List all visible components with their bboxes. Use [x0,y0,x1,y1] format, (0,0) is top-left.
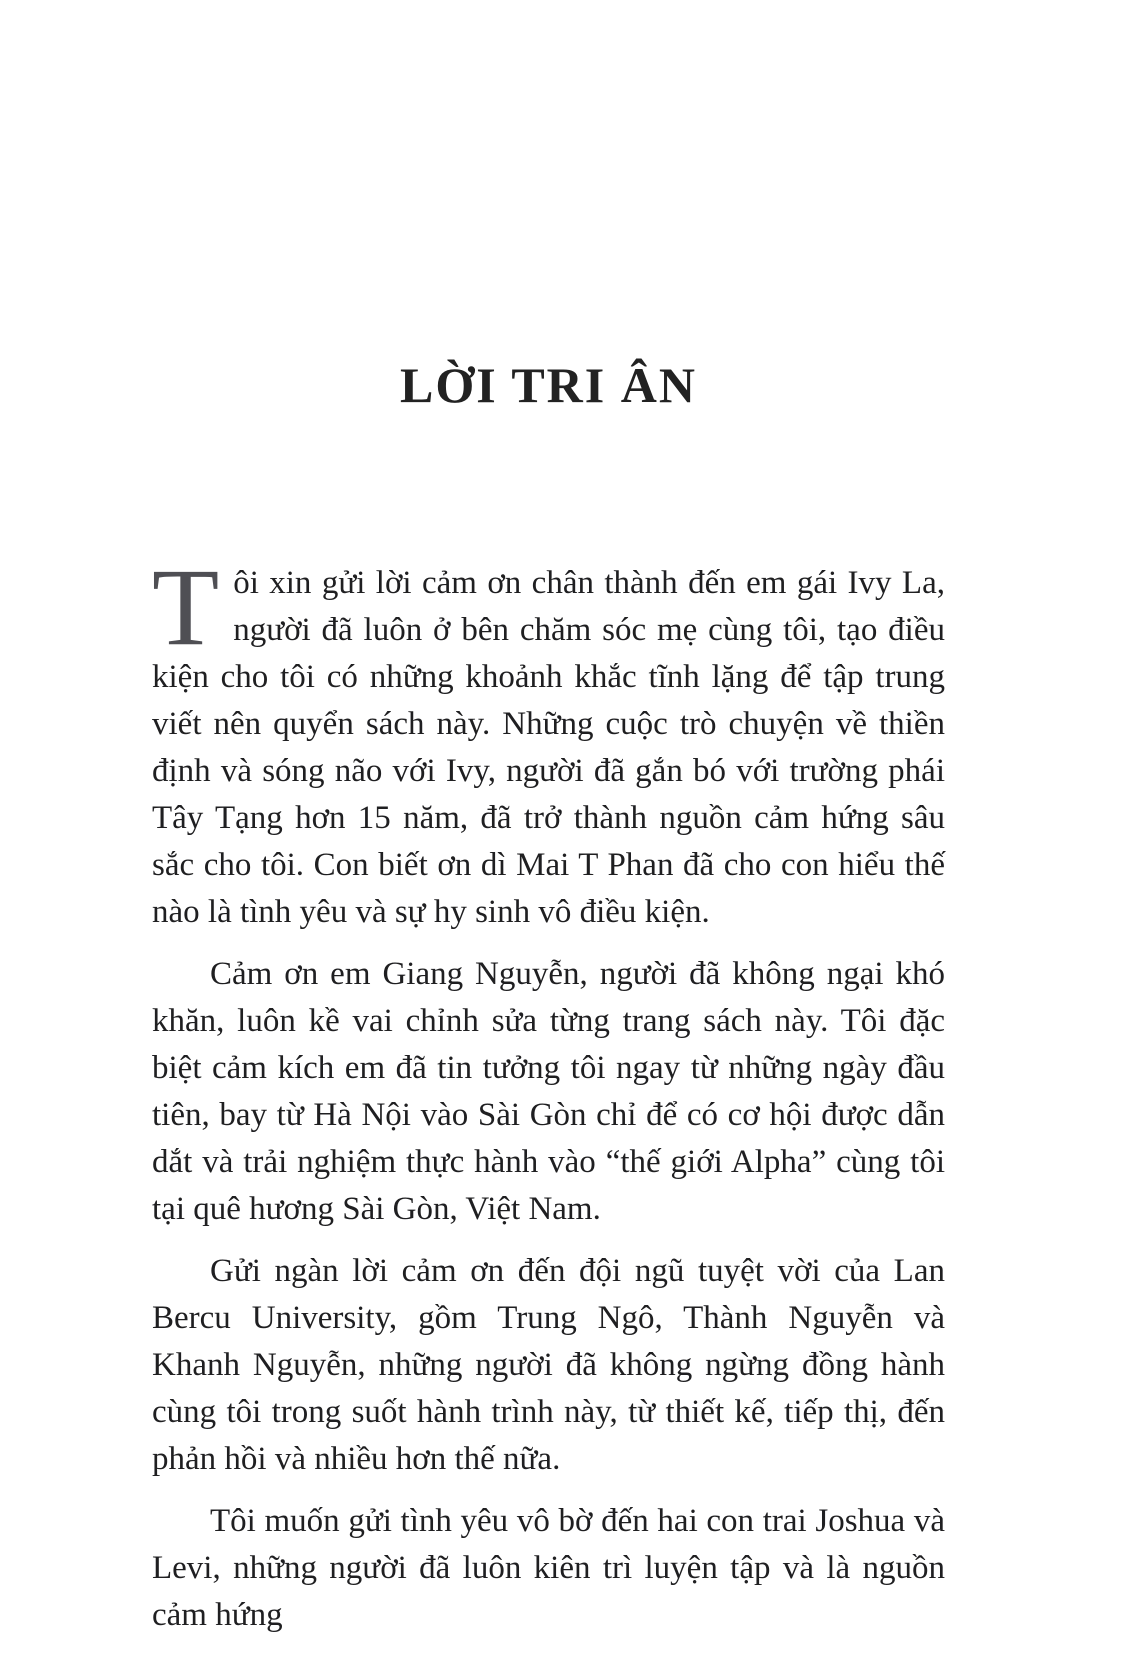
acknowledgments-body [152,546,945,1654]
paragraph-3: Gửi ngàn lời cảm ơn đến đội ngũ tuyệt vời của Lan Bercu University, gồm Trung Ngô, Thành Nguyễn và Khanh Nguyễn, những người đã không ngừng đồng hành cùng tôi trong suốt hành trình này, từ thiết kế, tiếp thị, đến phản hồi và nhiều hơn thế nữa. [152,1253,945,1477]
paragraph-1-text: ôi xin gửi lời cảm ơn chân thành đến em gái Ivy La, người đã luôn ở bên chăm sóc mẹ cùng tôi, tạo điều kiện cho tôi có những khoảnh khắc tĩnh lặng để tập trung viết nên quyển sách này. Những cuộc trò chuyện về thiền định và sóng não với Ivy, người đã gắn bó với trường phái Tây Tạng hơn 15 năm, đã trở thành nguồn cảm hứng sâu sắc cho tôi. Con biết ơn dì Mai T Phan đã cho con hiểu thế nào là tình yêu và sự hy sinh vô điều kiện. [152,565,945,930]
paragraph-1 [152,546,945,936]
paragraph-4: Tôi muốn gửi tình yêu vô bờ đến hai con trai Joshua và Levi, những người đã luôn kiên trì luyện tập và là nguồn cảm hứng [152,1503,945,1633]
paragraph-2: Cảm ơn em Giang Nguyễn, người đã không ngại khó khăn, luôn kề vai chỉnh sửa từng trang sách này. Tôi đặc biệt cảm kích em đã tin tưởng tôi ngay từ những ngày đầu tiên, bay từ Hà Nội vào Sài Gòn chỉ để có cơ hội được dẫn dắt và trải nghiệm thực hành vào “thế giới Alpha” cùng tôi tại quê hương Sài Gòn, Việt Nam. [152,956,945,1227]
drop-cap: T [152,546,220,668]
page-title: LỜI TRI ÂN [400,357,697,413]
